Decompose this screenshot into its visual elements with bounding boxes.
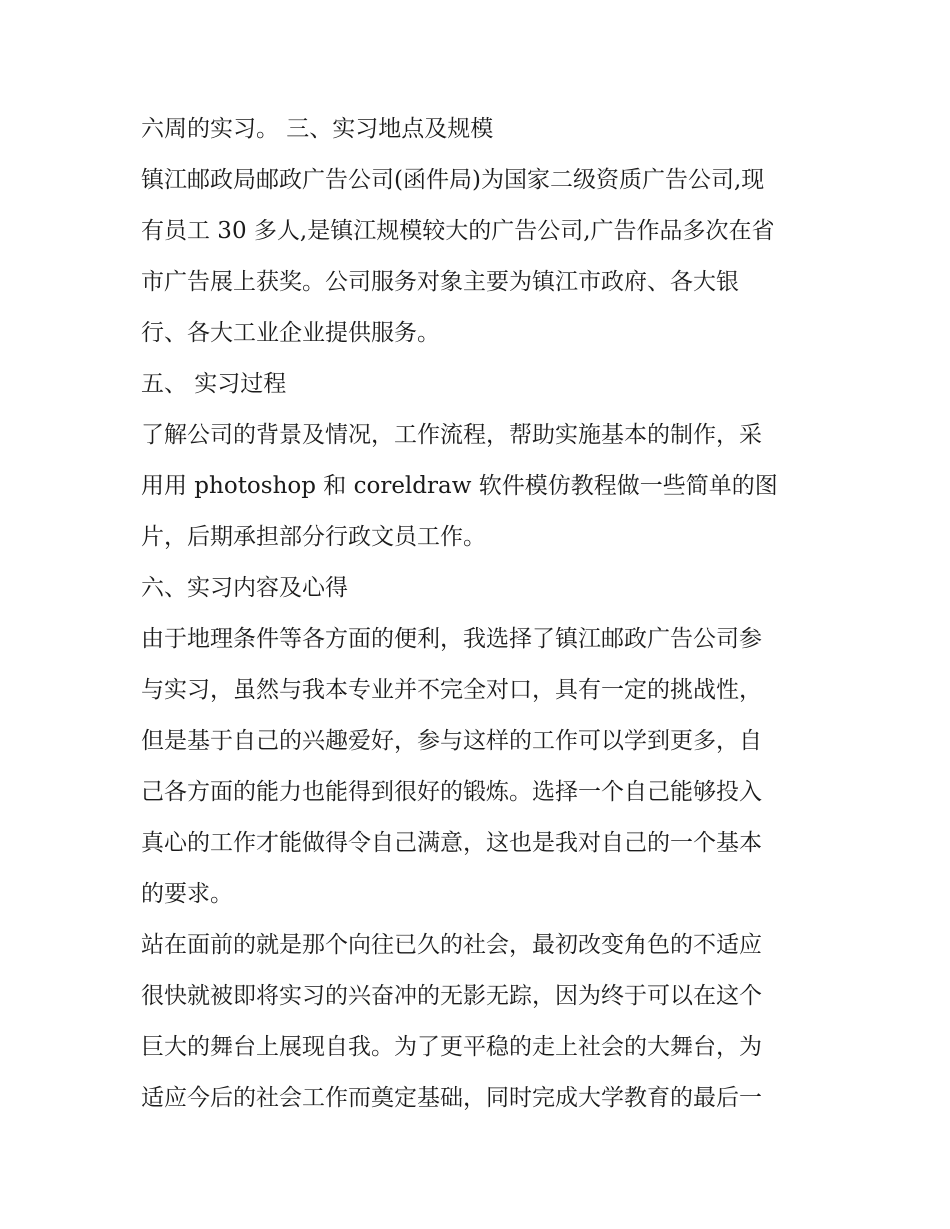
- text-line: 很快就被即将实习的兴奋冲的无影无踪，因为终于可以在这个: [141, 983, 762, 1009]
- text-line: 但是基于自己的兴趣爱好，参与这样的工作可以学到更多，自: [141, 728, 762, 754]
- text-line: 六周的实习。 三、实习地点及规模: [141, 116, 494, 142]
- text-line: 的要求。: [141, 881, 233, 907]
- text-line: 适应今后的社会工作而奠定基础，同时完成大学教育的最后一: [141, 1085, 762, 1111]
- text-line: 行、各大工业企业提供服务。: [141, 320, 440, 346]
- text-line: 了解公司的背景及情况，工作流程，帮助实施基本的制作，采: [141, 422, 762, 448]
- text-line: 巨大的舞台上展现自我。为了更平稳的走上社会的大舞台，为: [141, 1034, 762, 1060]
- text-line: 己各方面的能力也能得到很好的锻炼。选择一个自己能够投入: [141, 779, 762, 805]
- section-heading: 六、实习内容及心得: [141, 575, 348, 601]
- text-line: 有员工 30 多人,是镇江规模较大的广告公司,广告作品多次在省: [141, 218, 775, 244]
- text-line: 用用 photoshop 和 coreldraw 软件模仿教程做一些简单的图: [141, 473, 778, 499]
- text-line: 由于地理条件等各方面的便利，我选择了镇江邮政广告公司参: [141, 626, 762, 652]
- text-line: 市广告展上获奖。公司服务对象主要为镇江市政府、各大银: [141, 269, 739, 295]
- text-line: 与实习，虽然与我本专业并不完全对口，具有一定的挑战性，: [141, 677, 762, 703]
- text-line: 站在面前的就是那个向往已久的社会，最初改变角色的不适应: [141, 932, 762, 958]
- text-line: 片，后期承担部分行政文员工作。: [141, 524, 486, 550]
- text-line: 真心的工作才能做得令自己满意，这也是我对自己的一个基本: [141, 830, 762, 856]
- section-heading: 五、 实习过程: [141, 371, 287, 397]
- text-line: 镇江邮政局邮政广告公司(函件局)为国家二级资质广告公司,现: [141, 167, 765, 193]
- document-body: [141, 110, 821, 1130]
